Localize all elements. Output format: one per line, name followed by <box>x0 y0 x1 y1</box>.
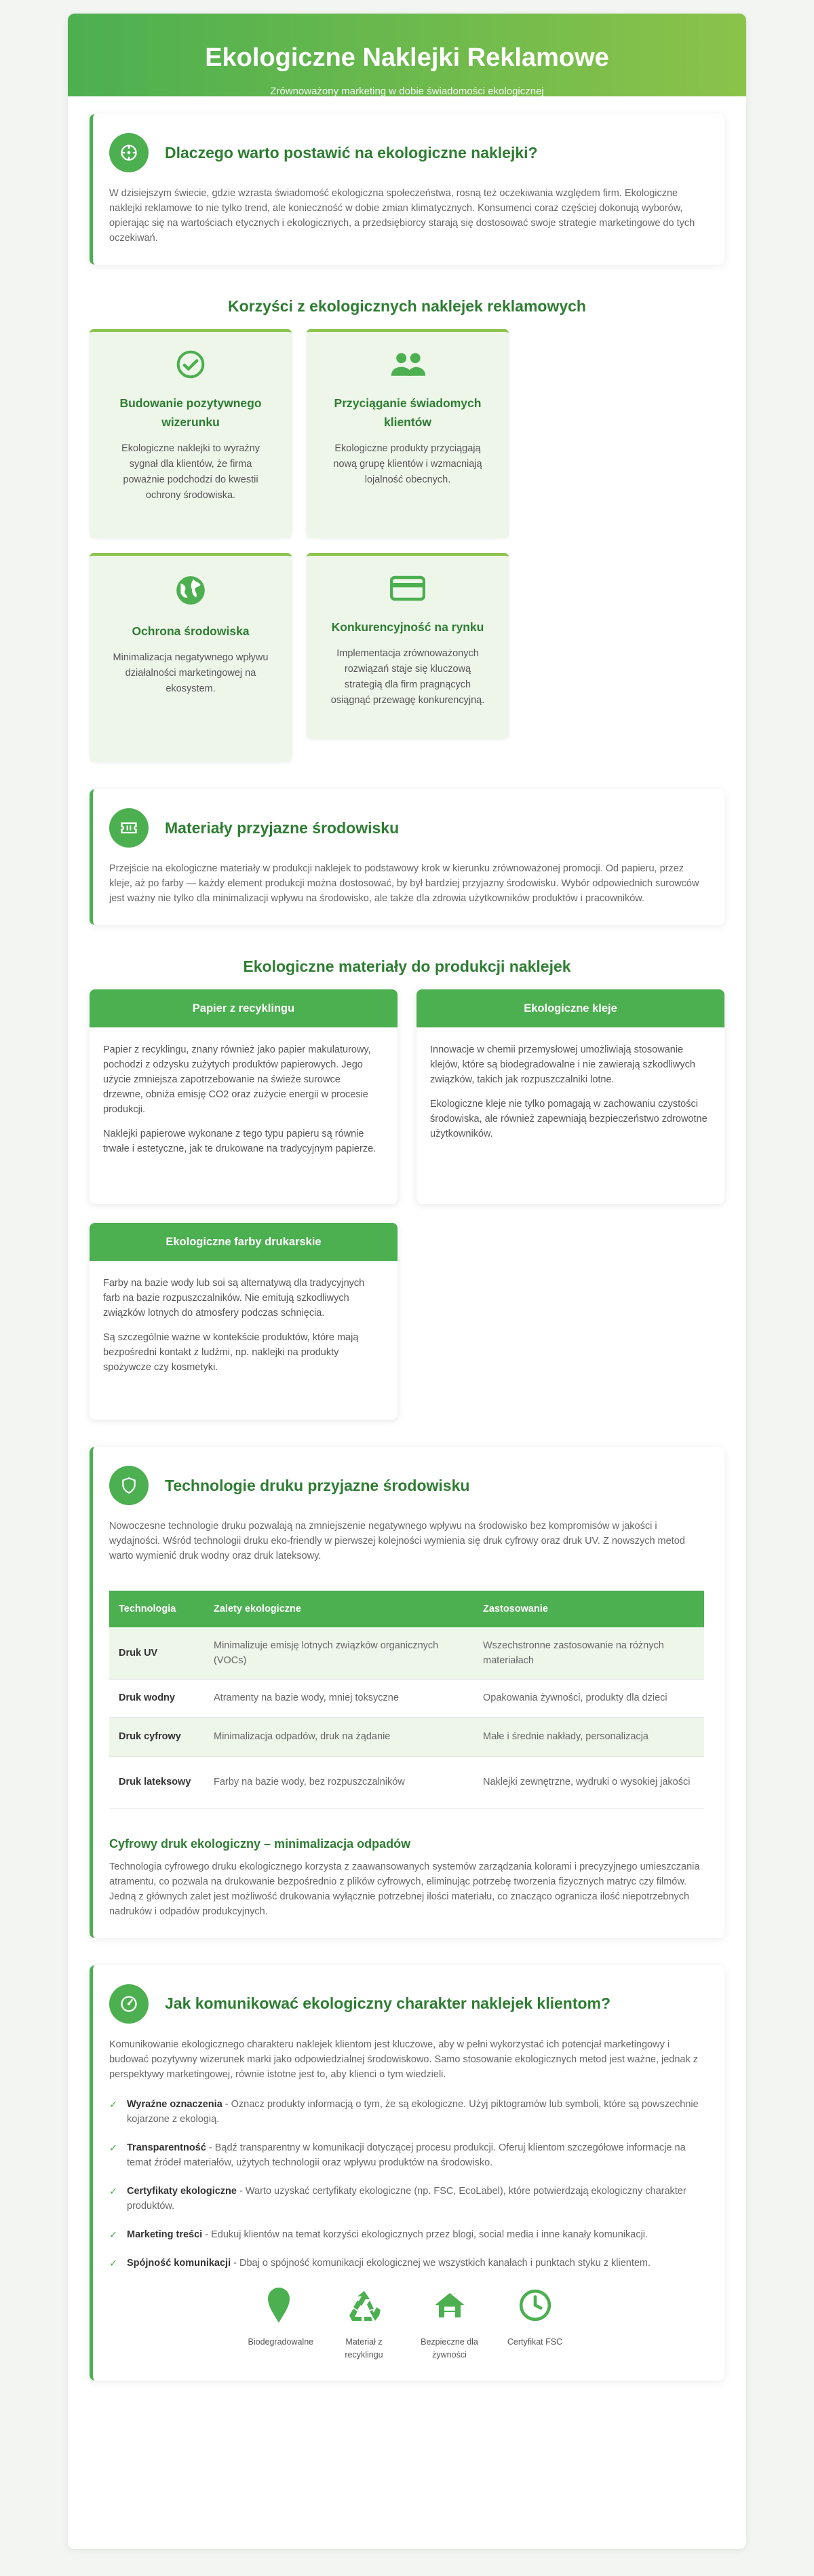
material-card <box>416 989 724 1204</box>
page-title: Ekologiczne Naklejki Reklamowe <box>205 43 609 72</box>
list-item <box>109 2140 704 2170</box>
table-header: Zastosowanie <box>473 1591 704 1627</box>
tech-text: Nowoczesne technologie druku pozwalają na zmniejszenie negatywnego wpływu na środowisko bez kompromisów w jakości i wydajności. Wśród technologii druku eko-friendly w pierwszej kolejności wymienia się druk cyfrowy oraz druk UV. Z nowszych metod warto wymienić druk wodny oraz druk lateksowy. <box>109 1521 685 1561</box>
table-row <box>109 1717 704 1756</box>
credit-card-icon <box>327 573 488 607</box>
check-icon: ✓ <box>109 2229 118 2241</box>
badge-label: Bezpieczne dla żywności <box>421 2336 478 2360</box>
material-title: Ekologiczne farby drukarskie <box>90 1223 398 1261</box>
table-cell: Wszechstronne zastosowanie na różnych materiałach <box>473 1627 704 1679</box>
table-cell: Małe i średnie nakłady, personalizacja <box>473 1717 704 1756</box>
benefit-title: Budowanie pozytywnego wizerunku <box>119 396 262 429</box>
main-content <box>68 114 746 2381</box>
digital-print-title: Cyfrowy druk ekologiczny – minimalizacja odpadów <box>109 1836 411 1851</box>
material-title: Ekologiczne kleje <box>416 989 724 1027</box>
benefit-title: Przyciąganie świadomych klientów <box>334 396 482 429</box>
material-card <box>90 1223 398 1420</box>
badge-label: Biodegradowalne <box>248 2336 314 2347</box>
table-header: Technologia <box>109 1591 204 1627</box>
benefit-text: Ekologiczne naklejki to wyraźny sygnał dla klientów, że firma poważnie podchodzi do kwestii ochrony środowiska. <box>121 443 260 501</box>
check-icon: ✓ <box>109 2258 118 2269</box>
eco-badge <box>248 2284 314 2362</box>
materials-intro-title: Materiały przyjazne środowisku <box>165 818 400 837</box>
eco-badge <box>334 2284 395 2362</box>
check-circle-icon <box>110 349 271 383</box>
list-item <box>109 2227 704 2242</box>
ticket-icon <box>109 808 149 848</box>
material-text: Papier z recyklingu, znany również jako papier makulaturowy, pochodzi z odzysku zużytych produktów papierowych. Jego użycie zmniejsza zapotrzebowanie na świeże surowce drzewne, obniża emisję CO2 oraz zużycie energii w procesie produkcji. <box>103 1044 371 1115</box>
benefit-card <box>90 329 292 538</box>
benefit-card <box>307 329 509 538</box>
materials-intro-text: Przejście na ekologiczne materiały w produkcji naklejek to podstawowy krok w kierunku zrównoważonej promocji. Od papieru, przez kleje, aż po farby — każdy element produkcji można dostosować, by był bardziej przyjazny środowisku. Wybór odpowiednich surowców jest ważny nie tylko dla minimalizacji wpływu na środowisko, ale także dla zdrowia użytkowników produktów i pracowników. <box>109 863 699 904</box>
material-text: Ekologiczne kleje nie tylko pomagają w zachowaniu czystości środowiska, ale również zapewniają bezpieczeństwo zdrowotne użytkowników. <box>430 1099 708 1139</box>
table-header: Zalety ekologiczne <box>204 1591 473 1627</box>
communication-list <box>109 2097 704 2271</box>
list-item-text: - Dbaj o spójność komunikacji ekologicznej we wszystkich kanałach i punktach styku z klientem. <box>231 2257 651 2269</box>
check-icon: ✓ <box>109 2186 118 2197</box>
list-item-label: Wyraźne oznaczenia <box>127 2098 222 2110</box>
eco-badges <box>109 2284 704 2362</box>
check-icon: ✓ <box>109 2099 118 2110</box>
list-item <box>109 2256 704 2271</box>
clock-icon <box>505 2284 566 2326</box>
home-icon <box>419 2284 480 2326</box>
table-cell: Atramenty na bazie wody, mniej toksyczne <box>204 1679 473 1717</box>
digital-print-text: Technologia cyfrowego druku ekologicznego korzysta z zaawansowanych systemów zarządzania kolorami i precyzyjnego umieszczania atramentu, co pozwala na drukowanie bezpośrednio z plików cyfrowych, eliminując potrzebę tworzenia fizycznych matryc czy filmów. Jedną z głównych zalet jest możliwość drukowania wyłącznie potrzebnej ilości materiału, co znacząco ogranicza ilość niepotrzebnych nadruków i odpadów produkcyjnych. <box>109 1861 700 1917</box>
benefit-title: Ochrona środowiska <box>132 624 250 638</box>
table-header-row <box>109 1591 704 1627</box>
shield-icon <box>109 1466 149 1505</box>
benefit-card <box>90 553 292 762</box>
globe-icon <box>110 573 271 611</box>
eco-badge <box>505 2284 566 2362</box>
list-item-text: - Oznacz produkty informacją o tym, że są ekologiczne. Użyj piktogramów lub symboli, które są powszechnie kojarzone z ekologią. <box>127 2098 699 2125</box>
table-cell: Druk UV <box>109 1627 204 1679</box>
table-row <box>109 1627 704 1679</box>
benefit-title: Konkurencyjność na rynku <box>331 620 484 634</box>
compass-icon <box>109 133 149 172</box>
table-cell: Opakowania żywności, produkty dla dzieci <box>473 1679 704 1717</box>
hero-header <box>68 14 746 96</box>
page-subtitle: Zrównoważony marketing w dobie świadomości ekologicznej <box>270 86 544 97</box>
list-item-label: Spójność komunikacji <box>127 2257 231 2269</box>
communication-text: Komunikowanie ekologicznego charakteru naklejek klientom jest kluczowe, aby w pełni wykorzystać ich potencjał marketingowy i budować pozytywny wizerunek marki jako odpowiedzialnej środowiskowo. Samo stosowanie ekologicznych metod jest ważne, jednak z perspektywy marketingowej, równie istotne jest to, aby klienci o tym wiedzieli. <box>109 2039 699 2080</box>
material-title: Papier z recyklingu <box>90 989 398 1027</box>
list-item-text: - Edukuj klientów na temat korzyści ekologicznych przez blogi, social media i inne kanały komunikacji. <box>202 2229 648 2240</box>
list-item <box>109 2184 704 2214</box>
benefits-title: Korzyści z ekologicznych naklejek reklamowych <box>228 297 586 315</box>
badge-label: Certyfikat FSC <box>507 2336 563 2347</box>
table-cell: Farby na bazie wody, bez rozpuszczalników <box>204 1756 473 1808</box>
table-cell: Druk wodny <box>109 1679 204 1717</box>
speedometer-icon <box>109 1984 149 2024</box>
tech-title: Technologie druku przyjazne środowisku <box>165 1476 470 1494</box>
recycle-icon <box>334 2284 395 2326</box>
list-item-label: Certyfikaty ekologiczne <box>127 2185 237 2197</box>
eco-badge <box>419 2284 480 2362</box>
intro-title: Dlaczego warto postawić na ekologiczne naklejki? <box>165 143 538 162</box>
materials-card <box>90 789 724 925</box>
material-text: Farby na bazie wody lub soi są alternatywą dla tradycyjnych farb na bazie rozpuszczalników. Nie emitują szkodliwych związków lotnych do atmosfery podczas schnięcia. <box>103 1278 365 1319</box>
list-item-label: Marketing treści <box>127 2229 203 2240</box>
list-item-text: - Warto uzyskać certyfikaty ekologiczne (np. FSC, EcoLabel), które potwierdzają ekologiczny charakter produktów. <box>127 2185 686 2212</box>
table-cell: Minimalizacja odpadów, druk na żądanie <box>204 1717 473 1756</box>
leaf-icon <box>248 2284 309 2326</box>
tech-table <box>109 1591 704 1808</box>
table-row <box>109 1679 704 1717</box>
table-cell: Minimalizuje emisję lotnych związków organicznych (VOCs) <box>204 1627 473 1679</box>
table-cell: Naklejki zewnętrzne, wydruki o wysokiej jakości <box>473 1756 704 1808</box>
material-card <box>90 989 398 1204</box>
tech-card <box>90 1447 724 1938</box>
communication-card <box>90 1965 724 2381</box>
badge-label: Materiał z recyklingu <box>345 2336 383 2360</box>
material-text: Naklejki papierowe wykonane z tego typu papieru są równie trwałe i estetyczne, jak te drukowane na tradycyjnym papierze. <box>103 1129 376 1154</box>
materials-title: Ekologiczne materiały do produkcji naklejek <box>243 958 571 975</box>
table-cell: Druk cyfrowy <box>109 1717 204 1756</box>
check-icon: ✓ <box>109 2142 118 2154</box>
materials-grid <box>90 989 724 1420</box>
intro-text: W dzisiejszym świecie, gdzie wzrasta świadomość ekologiczna społeczeństwa, rosną też oczekiwania względem firm. Ekologiczne naklejki reklamowe to nie tylko trend, ale konieczność w dobie zmian klimatycznych. Konsumenci coraz częściej dokonują wyborów, opierając się na wartościach etycznych i ekologicznych, a przedsiębiorcy starają się dostosować swoje strategie marketingowe do tych oczekiwań. <box>109 188 695 244</box>
table-row <box>109 1756 704 1808</box>
list-item-text: - Bądź transparentny w komunikacji dotyczącej procesu produkcji. Oferuj klientom szczegółowe informacje na temat źródeł materiałów, użytych technologii oraz wpływu produktów na środowisko. <box>127 2142 686 2168</box>
material-text: Są szczególnie ważne w kontekście produktów, które mają bezpośredni kontakt z ludźmi, np. naklejki na produkty spożywcze czy kosmetyki. <box>103 1332 359 1373</box>
table-cell: Druk lateksowy <box>109 1756 204 1808</box>
list-item-label: Transparentność <box>127 2142 206 2153</box>
intro-card <box>90 114 724 265</box>
people-icon <box>327 349 488 383</box>
list-item <box>109 2097 704 2127</box>
communication-title: Jak komunikować ekologiczny charakter naklejek klientom? <box>165 1994 611 2012</box>
benefit-text: Implementacja zrównoważonych rozwiązań staje się kluczową strategią dla firm pragnących osiągnąć przewagę konkurencyjną. <box>330 648 485 706</box>
page-container <box>68 14 746 2549</box>
benefit-text: Ekologiczne produkty przyciągają nową grupę klientów i wzmacniają lojalność obecnych. <box>333 443 482 485</box>
benefit-card <box>307 553 509 739</box>
benefit-text: Minimalizacja negatywnego wpływu działalności marketingowej na ekosystem. <box>113 652 269 694</box>
material-text: Innowacje w chemii przemysłowej umożliwiają stosowanie klejów, które są biodegradowalne i nie zawierają szkodliwych związków, takich jak rozpuszczalniki lotne. <box>430 1044 695 1085</box>
benefits-grid <box>90 329 724 762</box>
